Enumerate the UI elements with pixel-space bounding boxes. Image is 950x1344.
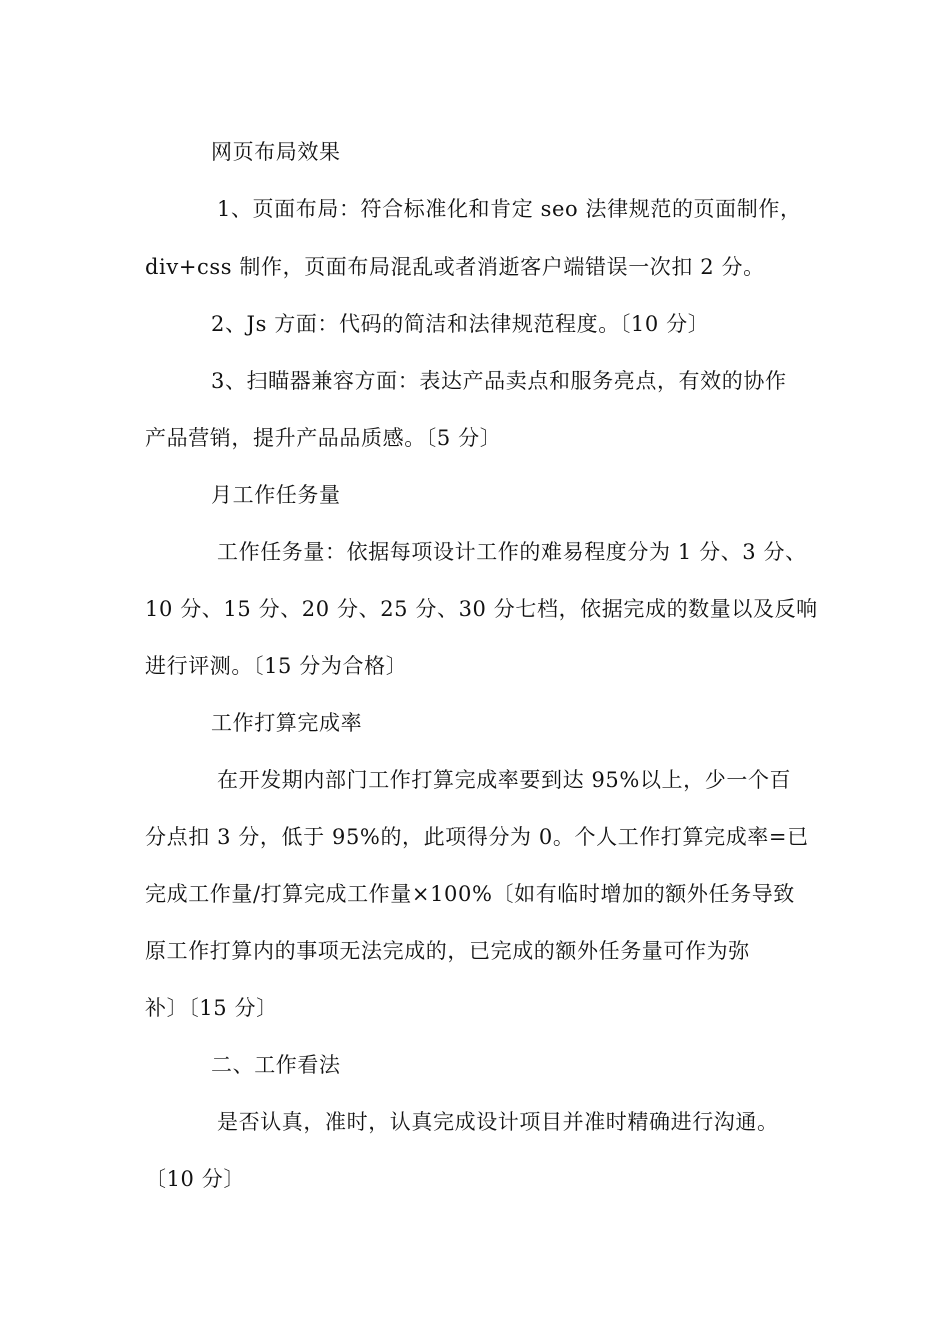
paragraph-line: 分点扣 3 分，低于 95%的，此项得分为 0。个人工作打算完成率=已	[145, 825, 809, 849]
paragraph-line: 产品营销，提升产品品质感。〔5 分〕	[145, 426, 502, 450]
heading-plan-completion-rate: 工作打算完成率	[211, 711, 363, 735]
heading-layout-effect: 网页布局效果	[211, 140, 341, 164]
paragraph-line: 10 分、15 分、20 分、25 分、30 分七档，依据完成的数量以及反响	[145, 597, 818, 621]
heading-monthly-workload: 月工作任务量	[211, 483, 341, 507]
paragraph-line: 3、扫瞄器兼容方面：表达产品卖点和服务亮点，有效的协作	[211, 369, 787, 393]
paragraph-line: 进行评测。〔15 分为合格〕	[145, 654, 408, 678]
paragraph-line: 是否认真，准时，认真完成设计项目并准时精确进行沟通。	[217, 1110, 779, 1134]
paragraph-line: 2、Js 方面：代码的简洁和法律规范程度。〔10 分〕	[211, 312, 710, 336]
paragraph-line: 补〕〔15 分〕	[145, 996, 278, 1020]
heading-work-attitude: 二、工作看法	[211, 1053, 341, 1077]
paragraph-line: 在开发期内部门工作打算完成率要到达 95%以上，少一个百	[217, 768, 792, 792]
paragraph-line: 1、页面布局：符合标准化和肯定 seo 法律规范的页面制作，	[217, 197, 802, 221]
paragraph-line: 完成工作量/打算完成工作量×100%〔如有临时增加的额外任务导致	[145, 882, 795, 906]
paragraph-line: 〔10 分〕	[145, 1167, 245, 1191]
paragraph-line: 工作任务量：依据每项设计工作的难易程度分为 1 分、3 分、	[217, 540, 807, 564]
paragraph-line: div+css 制作，页面布局混乱或者消逝客户端错误一次扣 2 分。	[145, 255, 765, 279]
paragraph-line: 原工作打算内的事项无法完成的，已完成的额外任务量可作为弥	[145, 939, 750, 963]
